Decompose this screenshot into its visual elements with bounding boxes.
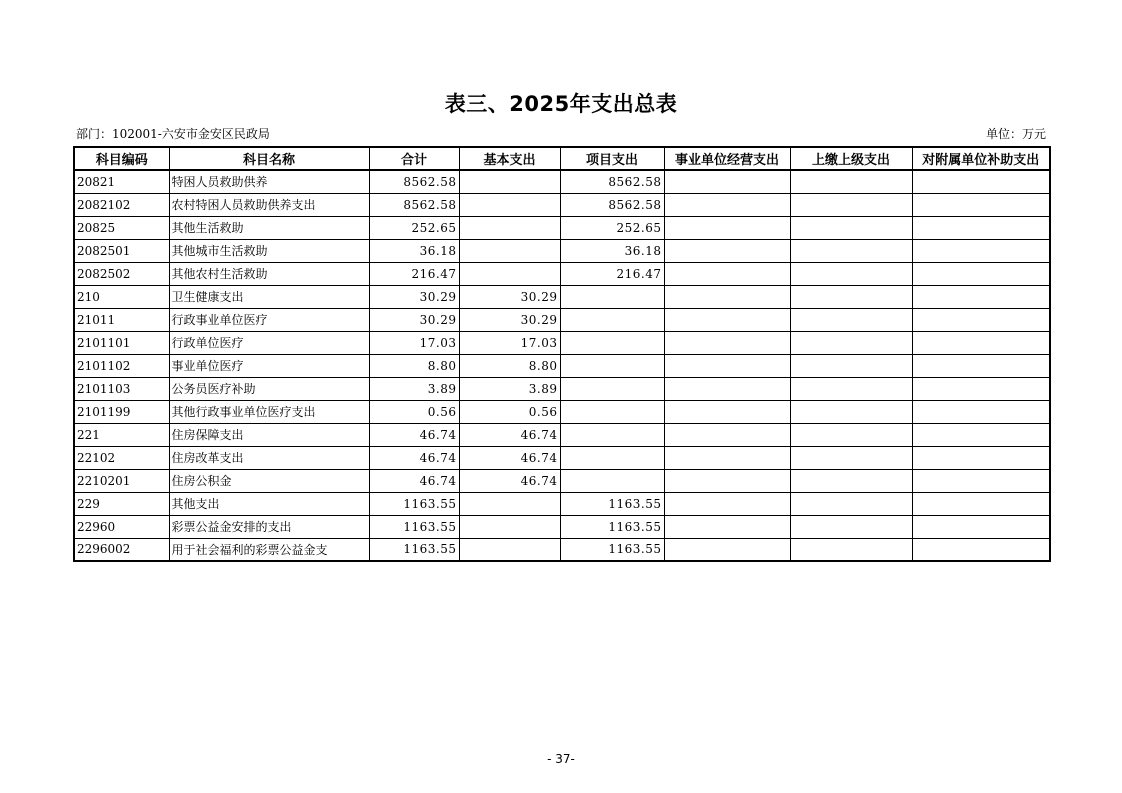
table-row <box>74 377 1050 400</box>
table-row <box>74 239 1050 262</box>
cell-remit <box>790 446 912 469</box>
cell-name: 住房保障支出 <box>169 423 369 446</box>
cell-total: 8562.58 <box>369 170 459 193</box>
column-header: 基本支出 <box>459 147 560 170</box>
cell-remit <box>790 492 912 515</box>
cell-basic <box>459 216 560 239</box>
cell-code: 2210201 <box>74 469 169 492</box>
cell-business <box>664 377 790 400</box>
cell-name: 彩票公益金安排的支出 <box>169 515 369 538</box>
cell-business <box>664 538 790 561</box>
cell-remit <box>790 538 912 561</box>
cell-project: 36.18 <box>560 239 664 262</box>
cell-project <box>560 308 664 331</box>
cell-subsidy <box>912 423 1050 446</box>
table-row <box>74 262 1050 285</box>
cell-total: 1163.55 <box>369 515 459 538</box>
table-row <box>74 193 1050 216</box>
cell-name: 其他生活救助 <box>169 216 369 239</box>
cell-total: 46.74 <box>369 423 459 446</box>
cell-basic <box>459 170 560 193</box>
cell-remit <box>790 193 912 216</box>
cell-subsidy <box>912 285 1050 308</box>
cell-subsidy <box>912 262 1050 285</box>
cell-total: 1163.55 <box>369 492 459 515</box>
cell-name: 住房改革支出 <box>169 446 369 469</box>
cell-basic: 46.74 <box>459 423 560 446</box>
cell-basic: 17.03 <box>459 331 560 354</box>
cell-project <box>560 469 664 492</box>
cell-code: 22102 <box>74 446 169 469</box>
cell-code: 2296002 <box>74 538 169 561</box>
cell-basic <box>459 492 560 515</box>
cell-code: 2082102 <box>74 193 169 216</box>
column-header: 科目编码 <box>74 147 169 170</box>
cell-code: 210 <box>74 285 169 308</box>
cell-subsidy <box>912 331 1050 354</box>
table-row <box>74 170 1050 193</box>
department-label: 部门：102001-六安市金安区民政局 <box>76 127 270 141</box>
cell-business <box>664 239 790 262</box>
table-row <box>74 446 1050 469</box>
page-title: 表三、2025年支出总表 <box>444 92 678 116</box>
table-header-row <box>74 147 1050 170</box>
cell-basic: 3.89 <box>459 377 560 400</box>
cell-subsidy <box>912 216 1050 239</box>
cell-remit <box>790 285 912 308</box>
cell-business <box>664 492 790 515</box>
column-header: 事业单位经营支出 <box>664 147 790 170</box>
cell-remit <box>790 216 912 239</box>
cell-total: 46.74 <box>369 469 459 492</box>
cell-total: 252.65 <box>369 216 459 239</box>
table-row <box>74 308 1050 331</box>
table-row <box>74 538 1050 561</box>
cell-remit <box>790 331 912 354</box>
cell-business <box>664 400 790 423</box>
cell-name: 行政事业单位医疗 <box>169 308 369 331</box>
cell-total: 30.29 <box>369 308 459 331</box>
cell-business <box>664 262 790 285</box>
cell-total: 3.89 <box>369 377 459 400</box>
cell-name: 特困人员救助供养 <box>169 170 369 193</box>
cell-code: 2101101 <box>74 331 169 354</box>
expenditure-table <box>73 146 1051 562</box>
cell-project: 8562.58 <box>560 170 664 193</box>
cell-basic <box>459 515 560 538</box>
cell-business <box>664 308 790 331</box>
cell-basic: 30.29 <box>459 285 560 308</box>
cell-basic: 8.80 <box>459 354 560 377</box>
cell-code: 2101102 <box>74 354 169 377</box>
cell-code: 22960 <box>74 515 169 538</box>
cell-remit <box>790 170 912 193</box>
cell-total: 46.74 <box>369 446 459 469</box>
cell-subsidy <box>912 446 1050 469</box>
cell-remit <box>790 377 912 400</box>
cell-project <box>560 446 664 469</box>
cell-subsidy <box>912 170 1050 193</box>
cell-remit <box>790 400 912 423</box>
cell-name: 事业单位医疗 <box>169 354 369 377</box>
cell-code: 229 <box>74 492 169 515</box>
cell-subsidy <box>912 354 1050 377</box>
cell-code: 2082501 <box>74 239 169 262</box>
table-row <box>74 423 1050 446</box>
table-body <box>74 170 1050 561</box>
column-header: 对附属单位补助支出 <box>912 147 1050 170</box>
cell-total: 8.80 <box>369 354 459 377</box>
cell-project: 252.65 <box>560 216 664 239</box>
cell-basic <box>459 193 560 216</box>
table-row <box>74 469 1050 492</box>
cell-code: 20821 <box>74 170 169 193</box>
cell-basic: 46.74 <box>459 446 560 469</box>
cell-subsidy <box>912 377 1050 400</box>
cell-project <box>560 400 664 423</box>
table-row <box>74 354 1050 377</box>
cell-subsidy <box>912 308 1050 331</box>
cell-project: 1163.55 <box>560 538 664 561</box>
cell-business <box>664 216 790 239</box>
cell-total: 1163.55 <box>369 538 459 561</box>
unit-label: 单位：万元 <box>985 127 1046 141</box>
cell-remit <box>790 308 912 331</box>
cell-project <box>560 377 664 400</box>
table-row <box>74 515 1050 538</box>
cell-name: 其他农村生活救助 <box>169 262 369 285</box>
cell-subsidy <box>912 515 1050 538</box>
cell-basic: 30.29 <box>459 308 560 331</box>
cell-total: 36.18 <box>369 239 459 262</box>
page-number: - 37- <box>547 752 575 766</box>
table-row <box>74 216 1050 239</box>
table-row <box>74 492 1050 515</box>
cell-business <box>664 285 790 308</box>
cell-project <box>560 423 664 446</box>
column-header: 上缴上级支出 <box>790 147 912 170</box>
cell-name: 公务员医疗补助 <box>169 377 369 400</box>
cell-business <box>664 469 790 492</box>
cell-remit <box>790 262 912 285</box>
cell-name: 行政单位医疗 <box>169 331 369 354</box>
cell-basic: 0.56 <box>459 400 560 423</box>
table-row <box>74 331 1050 354</box>
cell-subsidy <box>912 469 1050 492</box>
cell-remit <box>790 239 912 262</box>
cell-remit <box>790 469 912 492</box>
cell-subsidy <box>912 492 1050 515</box>
cell-name: 其他支出 <box>169 492 369 515</box>
cell-project: 1163.55 <box>560 492 664 515</box>
cell-subsidy <box>912 193 1050 216</box>
column-header: 科目名称 <box>169 147 369 170</box>
cell-code: 21011 <box>74 308 169 331</box>
cell-name: 卫生健康支出 <box>169 285 369 308</box>
table-row <box>74 400 1050 423</box>
cell-business <box>664 423 790 446</box>
cell-total: 0.56 <box>369 400 459 423</box>
column-header: 项目支出 <box>560 147 664 170</box>
column-header: 合计 <box>369 147 459 170</box>
cell-total: 8562.58 <box>369 193 459 216</box>
cell-basic <box>459 239 560 262</box>
cell-name: 其他城市生活救助 <box>169 239 369 262</box>
cell-subsidy <box>912 400 1050 423</box>
cell-project: 8562.58 <box>560 193 664 216</box>
cell-name: 农村特困人员救助供养支出 <box>169 193 369 216</box>
cell-code: 221 <box>74 423 169 446</box>
cell-business <box>664 193 790 216</box>
cell-basic <box>459 262 560 285</box>
cell-code: 2101103 <box>74 377 169 400</box>
cell-name: 其他行政事业单位医疗支出 <box>169 400 369 423</box>
cell-basic <box>459 538 560 561</box>
cell-project <box>560 354 664 377</box>
cell-project <box>560 285 664 308</box>
cell-name: 用于社会福利的彩票公益金支 <box>169 538 369 561</box>
cell-code: 20825 <box>74 216 169 239</box>
cell-total: 216.47 <box>369 262 459 285</box>
cell-code: 2101199 <box>74 400 169 423</box>
cell-business <box>664 446 790 469</box>
cell-subsidy <box>912 239 1050 262</box>
cell-subsidy <box>912 538 1050 561</box>
cell-project: 216.47 <box>560 262 664 285</box>
cell-total: 30.29 <box>369 285 459 308</box>
cell-name: 住房公积金 <box>169 469 369 492</box>
cell-total: 17.03 <box>369 331 459 354</box>
cell-remit <box>790 515 912 538</box>
cell-code: 2082502 <box>74 262 169 285</box>
cell-business <box>664 331 790 354</box>
table-row <box>74 285 1050 308</box>
cell-business <box>664 170 790 193</box>
cell-basic: 46.74 <box>459 469 560 492</box>
cell-business <box>664 515 790 538</box>
cell-business <box>664 354 790 377</box>
cell-remit <box>790 354 912 377</box>
cell-project <box>560 331 664 354</box>
cell-project: 1163.55 <box>560 515 664 538</box>
cell-remit <box>790 423 912 446</box>
